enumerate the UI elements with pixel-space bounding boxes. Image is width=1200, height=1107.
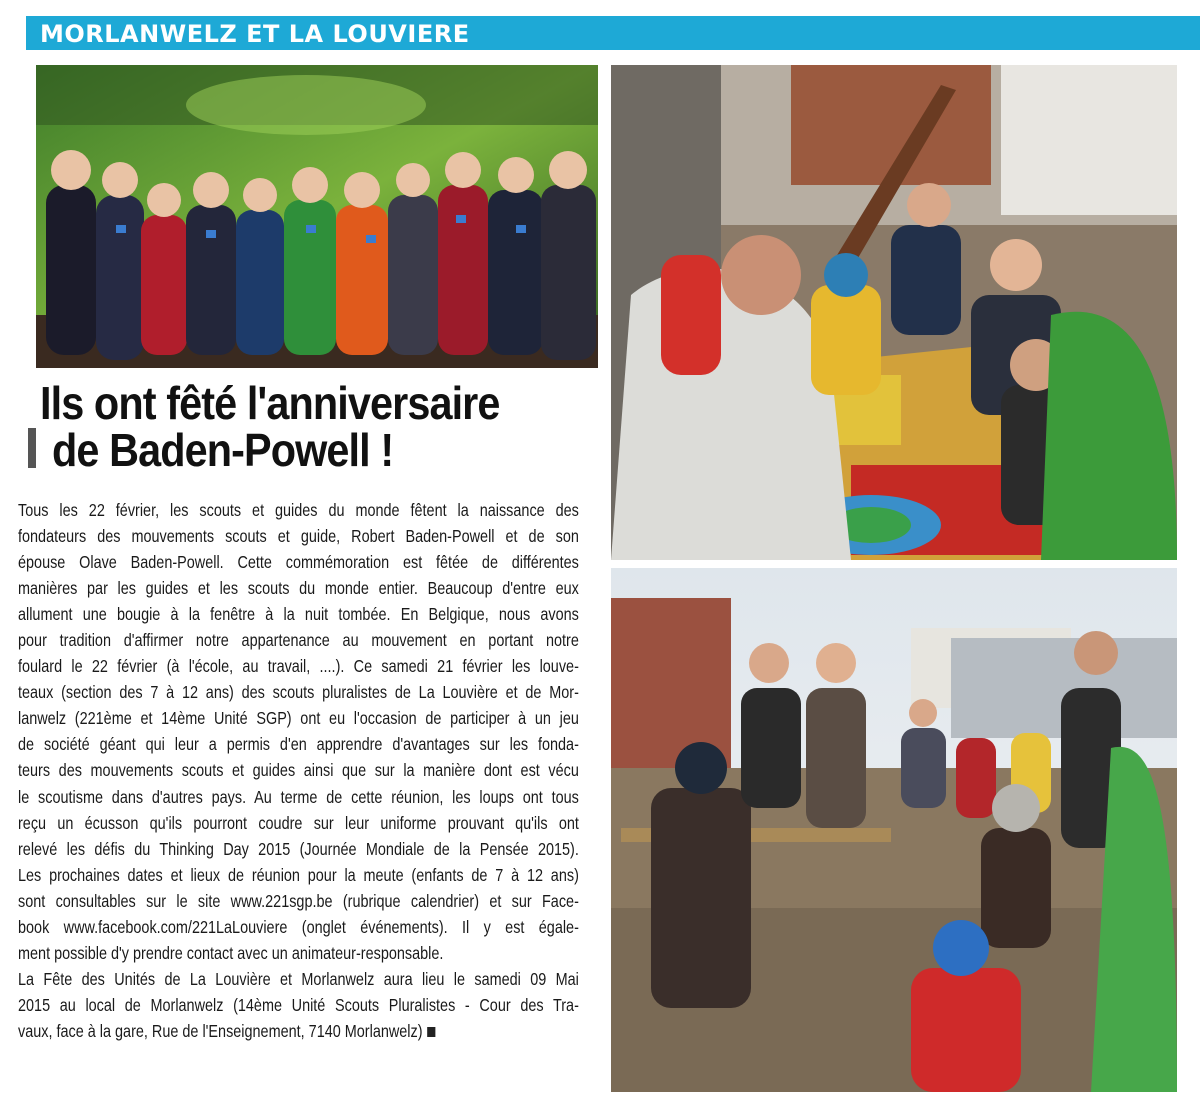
- article-line: épouse Olave Baden-Powell. Cette commémoration est fêtée de différentes: [18, 552, 579, 573]
- article-line: allument une bougie à la fenêtre à la nuit tombée. En Belgique, nous avons: [18, 604, 579, 625]
- article-line: pour tradition d'affirmer notre appartenance au mouvement en portant notre: [18, 630, 579, 651]
- article-line: sont consultables sur le site www.221sgp.be (rubrique calendrier) et sur Face-: [18, 890, 579, 911]
- headline-accent-bar: [28, 428, 36, 468]
- section-title: MORLANWELZ ET LA LOUVIERE: [40, 20, 470, 48]
- end-of-article-mark: [427, 1027, 435, 1037]
- article-line: manières par les guides et les scouts du monde entier. Beaucoup d'entre eux: [18, 578, 579, 599]
- article-line: 2015 au local de Morlanwelz (14ème Unité Scouts Pluralistes - Cour des Tra-: [18, 994, 579, 1015]
- article-line: reçu un écusson qu'ils pourront coudre sur leur uniforme prouvant qu'ils ont: [18, 812, 579, 833]
- article-line: book www.facebook.com/221LaLouviere (onglet événements). Il y est égale-: [18, 916, 579, 937]
- article-line: fondateurs des mouvements scouts et guide, Robert Baden-Powell et de son: [18, 526, 579, 547]
- article-last-line: [18, 1018, 579, 1044]
- article-line: teurs des mouvements scouts et guides ainsi que sur la manière dont est vécu: [18, 760, 579, 781]
- article-line: le scoutisme dans d'autres pays. Au terme de cette réunion, les loups ont tous: [18, 786, 579, 807]
- courtyard-photo: [611, 568, 1177, 1092]
- article-line: ment possible d'y prendre contact avec un animateur-responsable.: [18, 942, 444, 963]
- article-line-text: vaux, face à la gare, Rue de l'Enseignement, 7140 Morlanwelz): [18, 1020, 423, 1041]
- headline-line-2: de Baden-Powell !: [52, 424, 394, 476]
- article-body: [18, 497, 592, 1044]
- board-game-photo: [611, 65, 1177, 560]
- headline-line-1: Ils ont fêté l'anniversaire: [40, 377, 500, 429]
- article-line: lanwelz (221ème et 14ème Unité SGP) ont eu l'occasion de participer à un jeu: [18, 708, 579, 729]
- article-line: relevé les défis du Thinking Day 2015 (Journée Mondiale de la Pensée 2015).: [18, 838, 579, 859]
- article-line: La Fête des Unités de La Louvière et Morlanwelz aura lieu le samedi 09 Mai: [18, 968, 579, 989]
- article-line: de société géant qui leur a permis d'en apprendre d'avantages sur les fonda-: [18, 734, 579, 755]
- group-photo: [36, 65, 598, 368]
- article-line: Les prochaines dates et lieux de réunion pour la meute (enfants de 7 à 12 ans): [18, 864, 579, 885]
- article-line: foulard le 22 février (à l'école, au travail, ....). Ce samedi 21 février les louve-: [18, 656, 579, 677]
- article-line: Tous les 22 février, les scouts et guides du monde fêtent la naissance des: [18, 500, 579, 520]
- article-line: teaux (section des 7 à 12 ans) des scouts pluralistes de La Louvière et de Mor-: [18, 682, 579, 703]
